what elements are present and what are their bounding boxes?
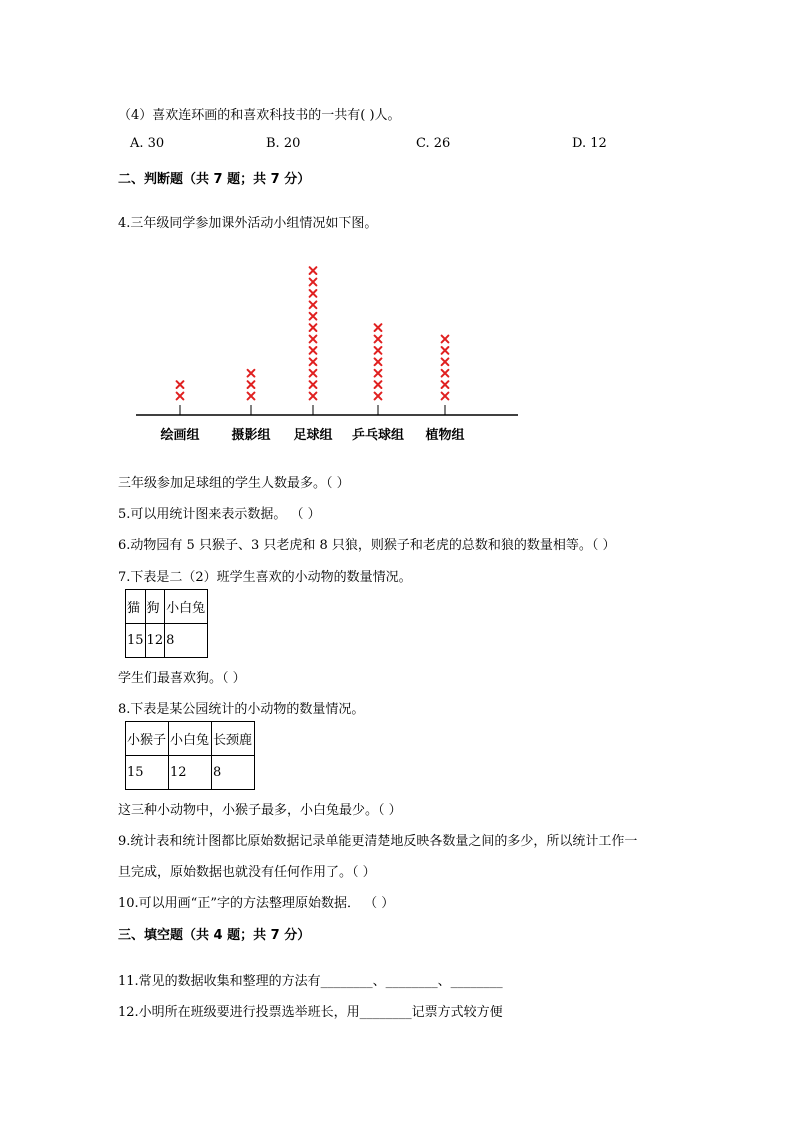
section-fill-title: 三、填空题（共 4 题；共 7 分） bbox=[118, 928, 311, 943]
table-row bbox=[126, 756, 255, 790]
cross-mark bbox=[310, 267, 317, 274]
table-cell: 8 bbox=[212, 756, 255, 790]
cross-mark bbox=[442, 358, 449, 365]
cross-mark bbox=[375, 393, 382, 400]
question-8-statement: 这三种小动物中，小猴子最多，小白兔最少。（ ） bbox=[118, 803, 402, 818]
category-label: 绘画组 bbox=[160, 428, 200, 443]
table-header-cell: 猫 bbox=[126, 590, 146, 624]
cross-mark bbox=[248, 393, 255, 400]
category-label: 摄影组 bbox=[231, 428, 271, 443]
table-header-cell: 小白兔 bbox=[169, 722, 212, 756]
cross-mark bbox=[248, 381, 255, 388]
table-cell: 15 bbox=[126, 756, 169, 790]
cross-mark bbox=[442, 336, 449, 343]
category-label: 乒乓球组 bbox=[351, 428, 405, 443]
cross-mark bbox=[177, 393, 184, 400]
cross-mark bbox=[375, 358, 382, 365]
question-7-table bbox=[125, 589, 208, 658]
cross-mark bbox=[310, 313, 317, 320]
category-label: 植物组 bbox=[425, 428, 465, 443]
cross-mark bbox=[375, 324, 382, 331]
question-5: 5.可以用统计图来表示数据。 （ ） bbox=[118, 507, 321, 522]
cross-mark bbox=[442, 393, 449, 400]
option-d: D. 12 bbox=[572, 136, 607, 151]
table-header-cell: 狗 bbox=[145, 590, 165, 624]
cross-mark bbox=[310, 336, 317, 343]
cross-mark bbox=[442, 381, 449, 388]
cross-mark bbox=[310, 393, 317, 400]
cross-mark bbox=[310, 358, 317, 365]
cross-mark bbox=[310, 324, 317, 331]
activity-group-pictograph bbox=[118, 236, 528, 448]
question-4-statement: 三年级参加足球组的学生人数最多。（ ） bbox=[118, 476, 350, 491]
table-header-cell: 小白兔 bbox=[165, 590, 208, 624]
table-cell: 8 bbox=[165, 624, 208, 658]
question-9-line-2: 旦完成，原始数据也就没有任何作用了。（ ） bbox=[118, 865, 376, 880]
cross-mark bbox=[442, 370, 449, 377]
section-judgment-title: 二、判断题（共 7 题；共 7 分） bbox=[118, 172, 311, 187]
table-header-row bbox=[126, 722, 255, 756]
question-12: 12.小明所在班级要进行投票选举班长，用________记票方式较方便 bbox=[118, 1005, 503, 1020]
cross-mark bbox=[310, 290, 317, 297]
cross-mark bbox=[442, 347, 449, 354]
cross-mark bbox=[375, 370, 382, 377]
cross-mark bbox=[310, 279, 317, 286]
cross-mark bbox=[177, 381, 184, 388]
question-7-stem: 7.下表是二（2）班学生喜欢的小动物的数量情况。 bbox=[118, 570, 412, 585]
question-6: 6.动物园有 5 只猴子、3 只老虎和 8 只狼，则猴子和老虎的总数和狼的数量相等。（ ） bbox=[118, 538, 616, 553]
cross-mark bbox=[310, 381, 317, 388]
question-8-table bbox=[125, 721, 255, 790]
question-7-statement: 学生们最喜欢狗。（ ） bbox=[118, 671, 246, 686]
question-11: 11.常见的数据收集和整理的方法有________、________、________ bbox=[118, 974, 503, 989]
category-label: 足球组 bbox=[293, 428, 333, 443]
cross-mark bbox=[375, 336, 382, 343]
option-b: B. 20 bbox=[266, 136, 301, 151]
question-10: 10.可以用画“正”字的方法整理原始数据． （ ） bbox=[118, 896, 395, 911]
table-cell: 15 bbox=[126, 624, 146, 658]
table-header-cell: 长颈鹿 bbox=[212, 722, 255, 756]
cross-mark bbox=[310, 347, 317, 354]
question-3-4-stem: （4）喜欢连环画的和喜欢科技书的一共有( )人。 bbox=[118, 108, 401, 123]
table-row bbox=[126, 624, 208, 658]
cross-mark bbox=[310, 370, 317, 377]
table-header-row bbox=[126, 590, 208, 624]
cross-mark bbox=[310, 301, 317, 308]
cross-mark bbox=[248, 370, 255, 377]
question-8-stem: 8.下表是某公园统计的小动物的数量情况。 bbox=[118, 702, 365, 717]
cross-mark bbox=[375, 347, 382, 354]
option-c: C. 26 bbox=[416, 136, 451, 151]
question-4-stem: 4.三年级同学参加课外活动小组情况如下图。 bbox=[118, 216, 378, 231]
table-cell: 12 bbox=[169, 756, 212, 790]
question-9-line-1: 9.统计表和统计图都比原始数据记录单能更清楚地反映各数量之间的多少，所以统计工作一 bbox=[118, 834, 638, 849]
table-cell: 12 bbox=[145, 624, 165, 658]
option-a: A. 30 bbox=[130, 136, 165, 151]
table-header-cell: 小猴子 bbox=[126, 722, 169, 756]
cross-mark bbox=[375, 381, 382, 388]
